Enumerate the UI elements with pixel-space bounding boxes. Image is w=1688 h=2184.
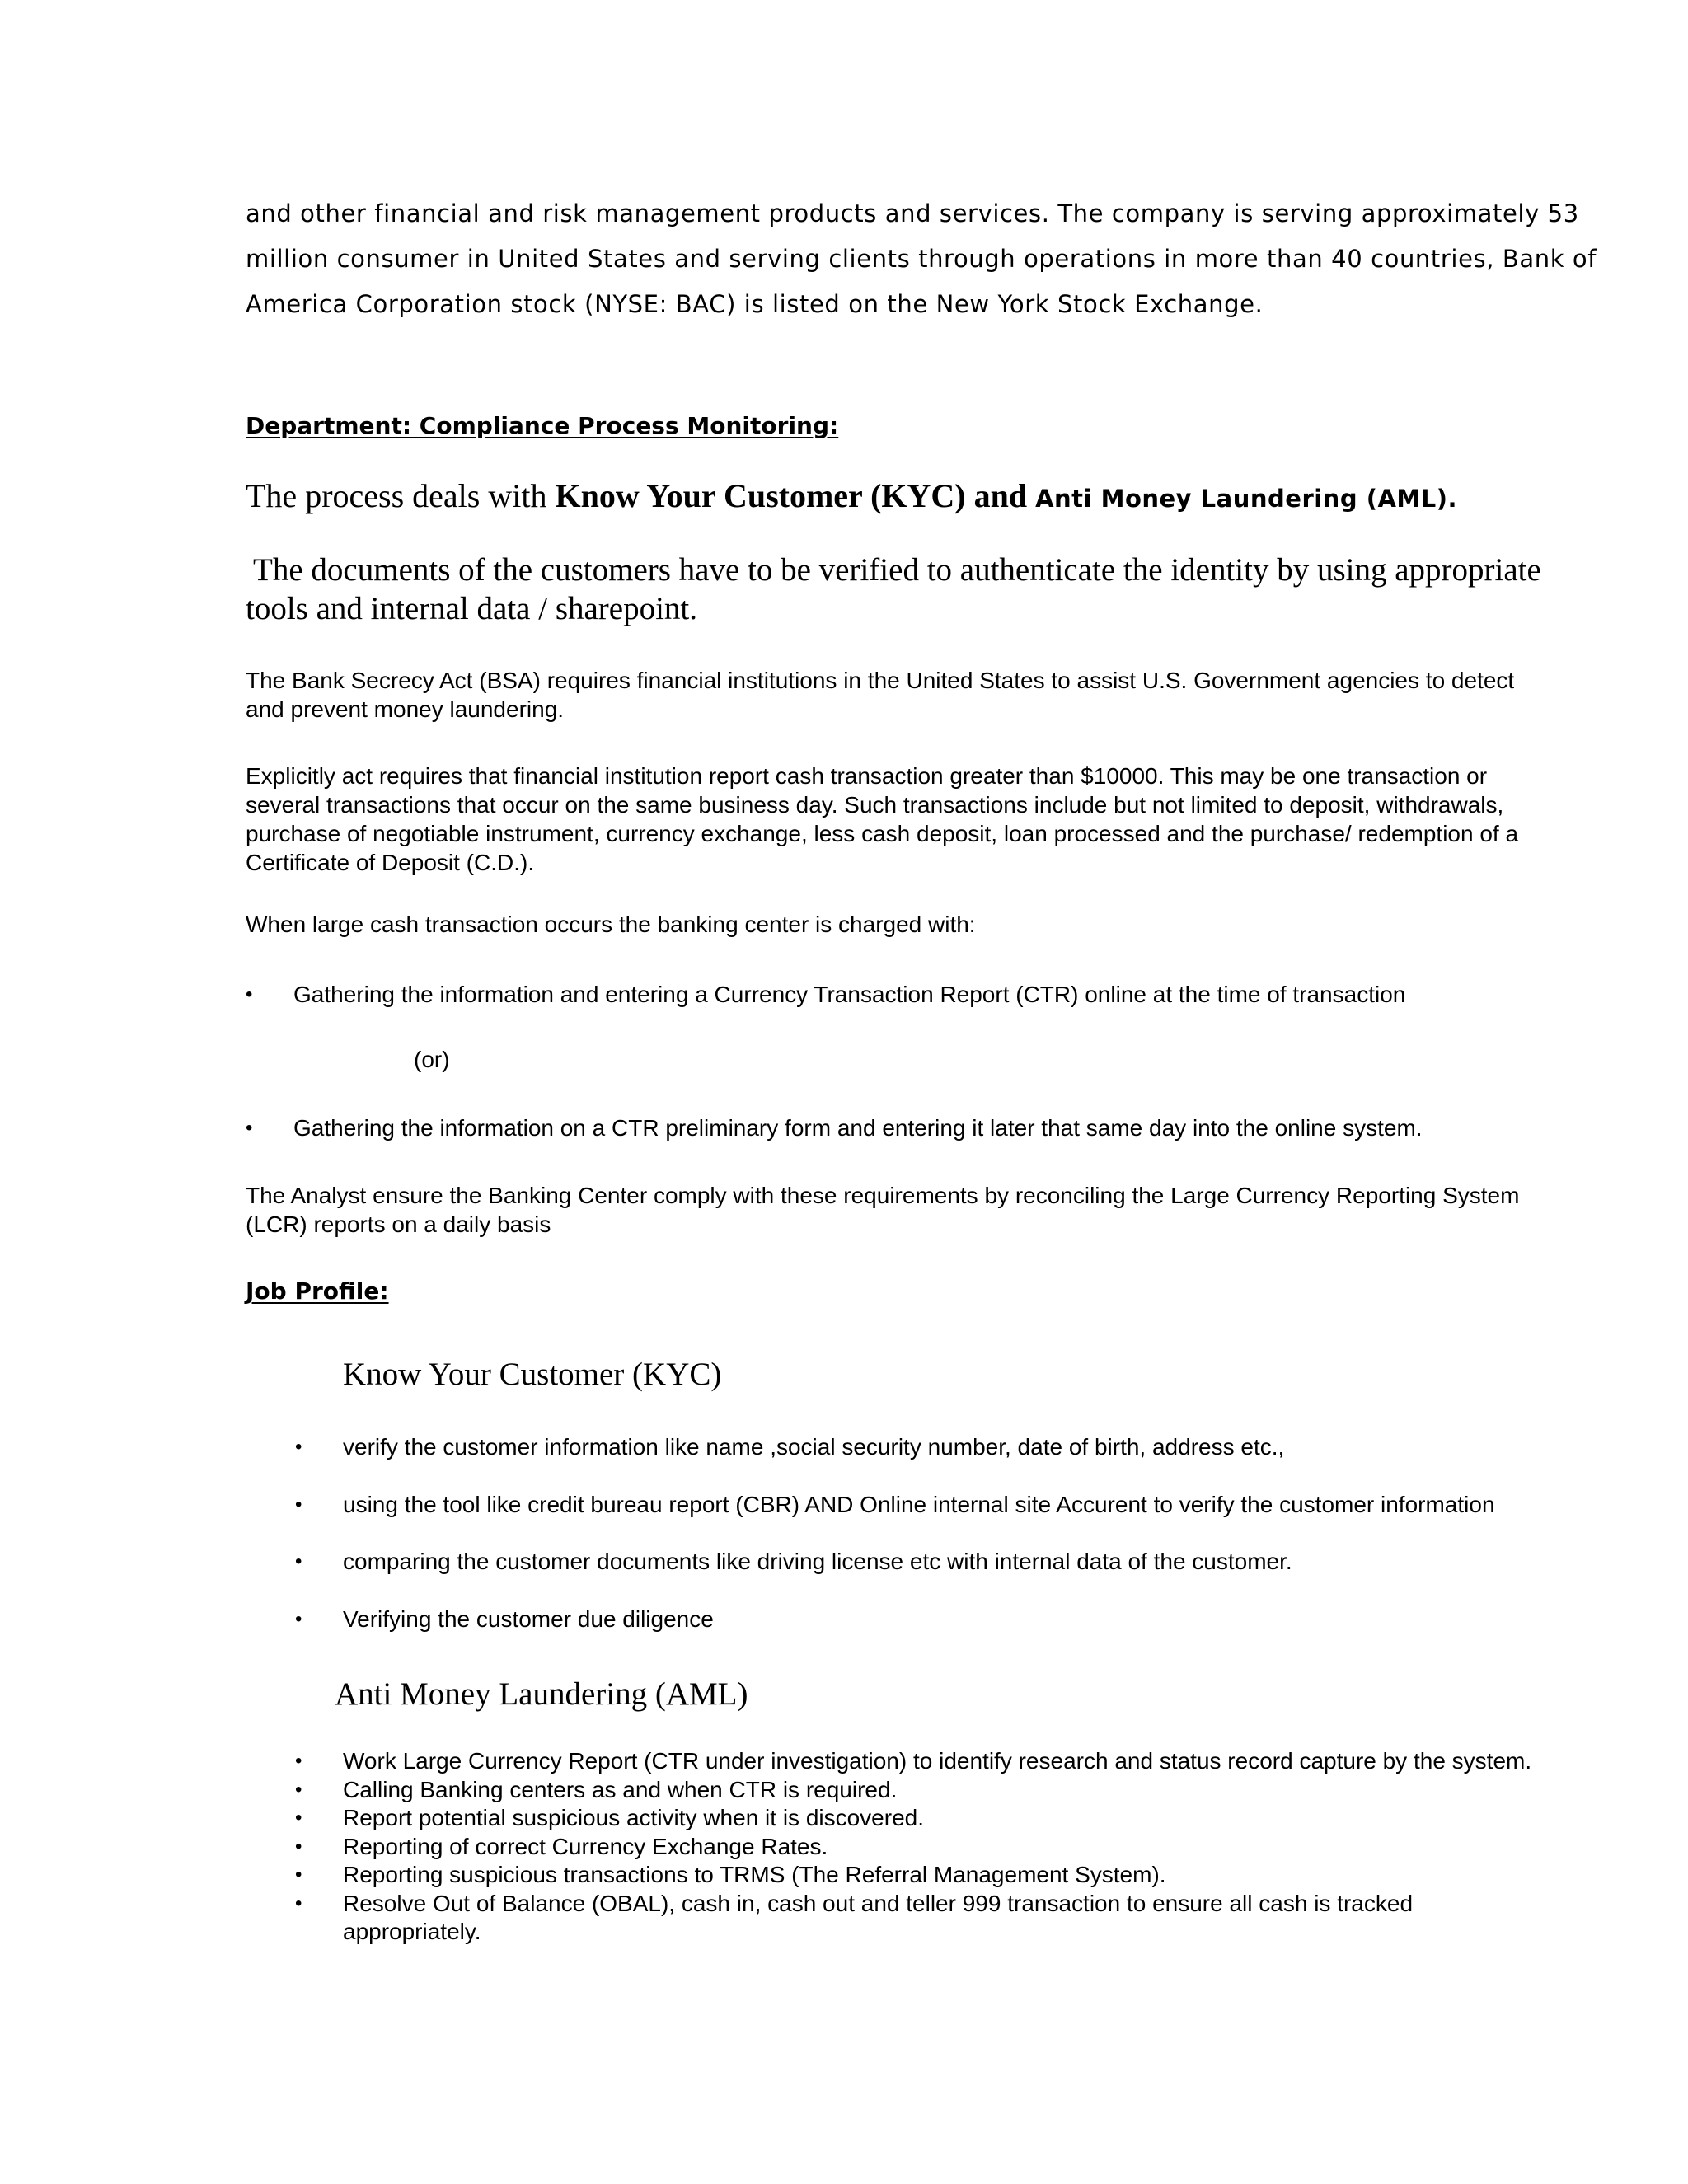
- analyst-paragraph: [246, 1181, 1647, 1239]
- list-item-text: Work Large Currency Report (CTR under investigation) to identify research and status record capture by the system.: [343, 1748, 1532, 1774]
- list-item-continuation: [295, 1918, 1663, 1947]
- bsa-paragraph: [246, 666, 1647, 724]
- process-prefix: The process deals with: [246, 477, 556, 514]
- bullet-glyph: •: [295, 1436, 302, 1458]
- documents-paragraph: [246, 551, 1663, 628]
- list-item-text: Reporting suspicious transactions to TRMS (The Referral Management System).: [343, 1862, 1166, 1887]
- aml-list: [295, 1747, 1663, 1947]
- department-heading: Department: Compliance Process Monitoring:: [246, 412, 839, 439]
- bullet-glyph: •: [295, 1778, 302, 1801]
- intro-paragraph: [246, 191, 1647, 327]
- bsa-line: and prevent money laundering.: [246, 696, 565, 722]
- when-paragraph: When large cash transaction occurs the banking center is charged with:: [246, 912, 976, 937]
- list-item-text: verify the customer information like name ,social security number, date of birth, address etc.,: [343, 1434, 1285, 1460]
- process-aml: Anti Money Laundering (AML).: [1035, 485, 1457, 513]
- bullet-glyph: •: [295, 1493, 302, 1516]
- list-item-text: Gathering the information and entering a Currency Transaction Report (CTR) online at the time of transaction: [293, 982, 1406, 1007]
- list-item-text: Reporting of correct Currency Exchange Rates.: [343, 1833, 828, 1859]
- aml-subheading: Anti Money Laundering (AML): [335, 1676, 748, 1712]
- bullet-glyph: •: [295, 1835, 302, 1858]
- list-item: [295, 1804, 1663, 1833]
- analyst-line: (LCR) reports on a daily basis: [246, 1212, 551, 1237]
- intro-line: million consumer in United States and serving clients through operations in more than 40 countries, Bank of: [246, 245, 1597, 273]
- job-profile-heading: Job Profile:: [246, 1277, 389, 1305]
- list-item-text: Verifying the customer due diligence: [343, 1606, 714, 1632]
- list-item-text: Resolve Out of Balance (OBAL), cash in, cash out and teller 999 transaction to ensure all cash is tracked: [343, 1890, 1414, 1916]
- bsa-line: The Bank Secrecy Act (BSA) requires financial institutions in the United States to assist U.S. Government agencies to detect: [246, 668, 1515, 693]
- list-item-text: Report potential suspicious activity when it is discovered.: [343, 1805, 925, 1830]
- bullet-glyph: •: [295, 1863, 302, 1886]
- list-item: [295, 1776, 1663, 1805]
- explicit-line: Explicitly act requires that financial institution report cash transaction greater than $10000. This may be one transaction or: [246, 763, 1488, 789]
- or-separator: (or): [414, 1047, 450, 1072]
- bullet-glyph: •: [295, 1891, 302, 1915]
- bullet-glyph: •: [246, 983, 253, 1005]
- documents-line: The documents of the customers have to be verified to authenticate the identity by using appropriate: [246, 552, 1541, 588]
- list-item: [295, 1747, 1663, 1776]
- list-item-text: Gathering the information on a CTR preliminary form and entering it later that same day into the online system.: [293, 1115, 1423, 1141]
- bullet-glyph: •: [295, 1608, 302, 1630]
- list-item: [295, 1833, 1663, 1862]
- process-kyc: Know Your Customer (KYC) and: [555, 477, 1036, 514]
- list-item-text: appropriately.: [343, 1919, 481, 1944]
- list-item-text: Calling Banking centers as and when CTR is required.: [343, 1776, 898, 1802]
- bullet-glyph: •: [246, 1117, 253, 1139]
- list-item-text: using the tool like credit bureau report (CBR) AND Online internal site Accurent to verify the customer information: [343, 1492, 1495, 1517]
- bullet-glyph: •: [295, 1550, 302, 1572]
- list-item: [295, 1861, 1663, 1890]
- explicit-line: Certificate of Deposit (C.D.).: [246, 850, 535, 875]
- bullet-glyph: •: [295, 1750, 302, 1772]
- explicit-paragraph: [246, 762, 1647, 877]
- documents-line: tools and internal data / sharepoint.: [246, 591, 698, 626]
- explicit-line: purchase of negotiable instrument, currency exchange, less cash deposit, loan processed and the purchase/ redemption of a: [246, 821, 1519, 846]
- list-item: [295, 1890, 1663, 1919]
- kyc-subheading: Know Your Customer (KYC): [343, 1357, 722, 1392]
- list-item-text: comparing the customer documents like driving license etc with internal data of the customer.: [343, 1549, 1292, 1574]
- bullet-glyph: •: [295, 1807, 302, 1829]
- analyst-line: The Analyst ensure the Banking Center comply with these requirements by reconciling the Large Currency Reporting System: [246, 1183, 1520, 1208]
- process-statement: [246, 476, 1457, 515]
- explicit-line: several transactions that occur on the same business day. Such transactions include but not limited to deposit, withdrawals,: [246, 792, 1504, 818]
- intro-line: America Corporation stock (NYSE: BAC) is listed on the New York Stock Exchange.: [246, 290, 1264, 318]
- intro-line: and other financial and risk management products and services. The company is serving approximately 53: [246, 199, 1579, 227]
